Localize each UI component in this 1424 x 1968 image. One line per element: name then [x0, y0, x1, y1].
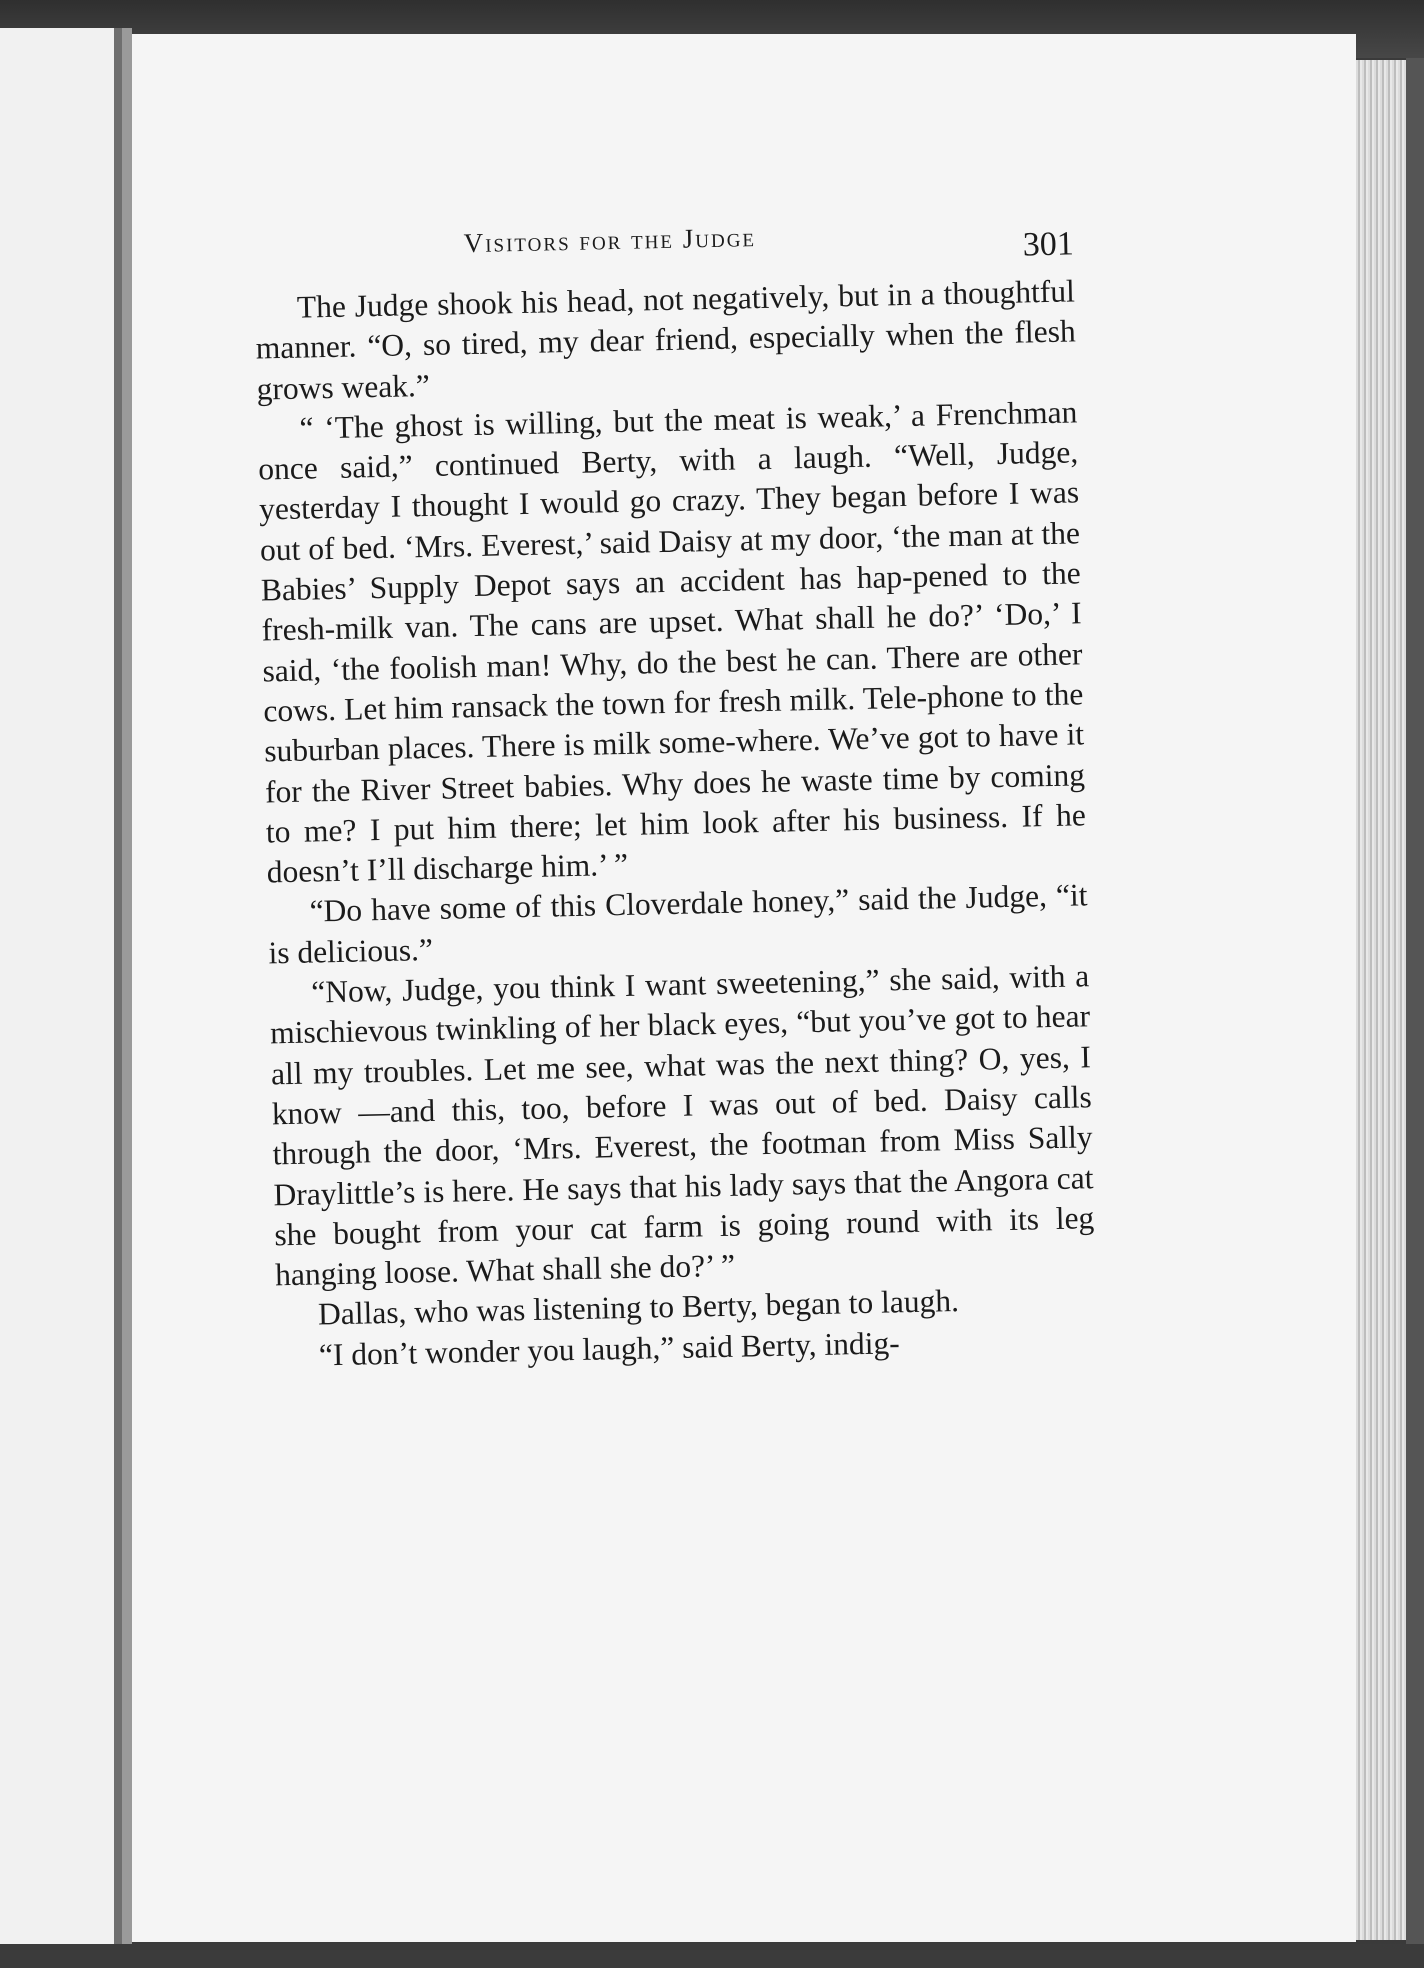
paragraph: “I don’t wonder you laugh,” said Berty, indig-: [318, 1325, 901, 1373]
running-title: Visitors for the Judge: [463, 222, 757, 259]
facing-page-edge: [0, 28, 122, 1944]
paragraph: The Judge shook his head, not negatively, but in a thoughtful manner. “O, so tired, my dear friend, especially when the flesh grows weak.”: [255, 273, 1076, 407]
paragraph: “Do have some of this Cloverdale honey,” said the Judge, “it is delicious.”: [268, 877, 1088, 971]
page-text: [253, 201, 1097, 1376]
book-gutter: [122, 28, 132, 1944]
scan-background-bottom: [0, 1944, 1424, 1968]
page-number: 301: [1022, 225, 1075, 264]
paragraph: Dallas, who was listening to Berty, began to laugh.: [317, 1283, 960, 1332]
paragraph: “ ‘The ghost is willing, but the meat is weak,’ a Frenchman once said,” continued Berty, with a laugh. “Well, Judge, yesterday I thought I would go crazy. They began before I was out of bed. ‘Mrs. Everest,’ said Daisy at my door, ‘the man at the Babies’ Supply Depot says an accident has hap-pened to the fresh-milk van. The cans are upset. What shall he do?’ ‘Do,’ I said, ‘the foolish man! Why, do the best he can. There are other cows. Let him ransack the town for fresh milk. Tele-phone to the suburban places. There is milk some-where. We’ve got to have it for the River Street babies. Why does he waste time by coming to me? I put him there; let him look after his business. If he doesn’t I’ll discharge him.’ ”: [257, 394, 1087, 890]
scan-background-right: [1406, 58, 1424, 1968]
paragraph: “Now, Judge, you think I want sweetening,” she said, with a mischievous twinkling of her black eyes, “but you’ve got to hear all my troubles. Let me see, what was the next thing? O, yes, I know —and this, too, before I was out of bed. Daisy calls through the door, ‘Mrs. Everest, the footman from Miss Sally Draylittle’s is here. He says that his lady says that the Angora cat she bought from your cat farm is going round with its leg hanging loose. What shall she do?’ ”: [269, 958, 1095, 1293]
page-stack-edge: [1356, 60, 1406, 1940]
